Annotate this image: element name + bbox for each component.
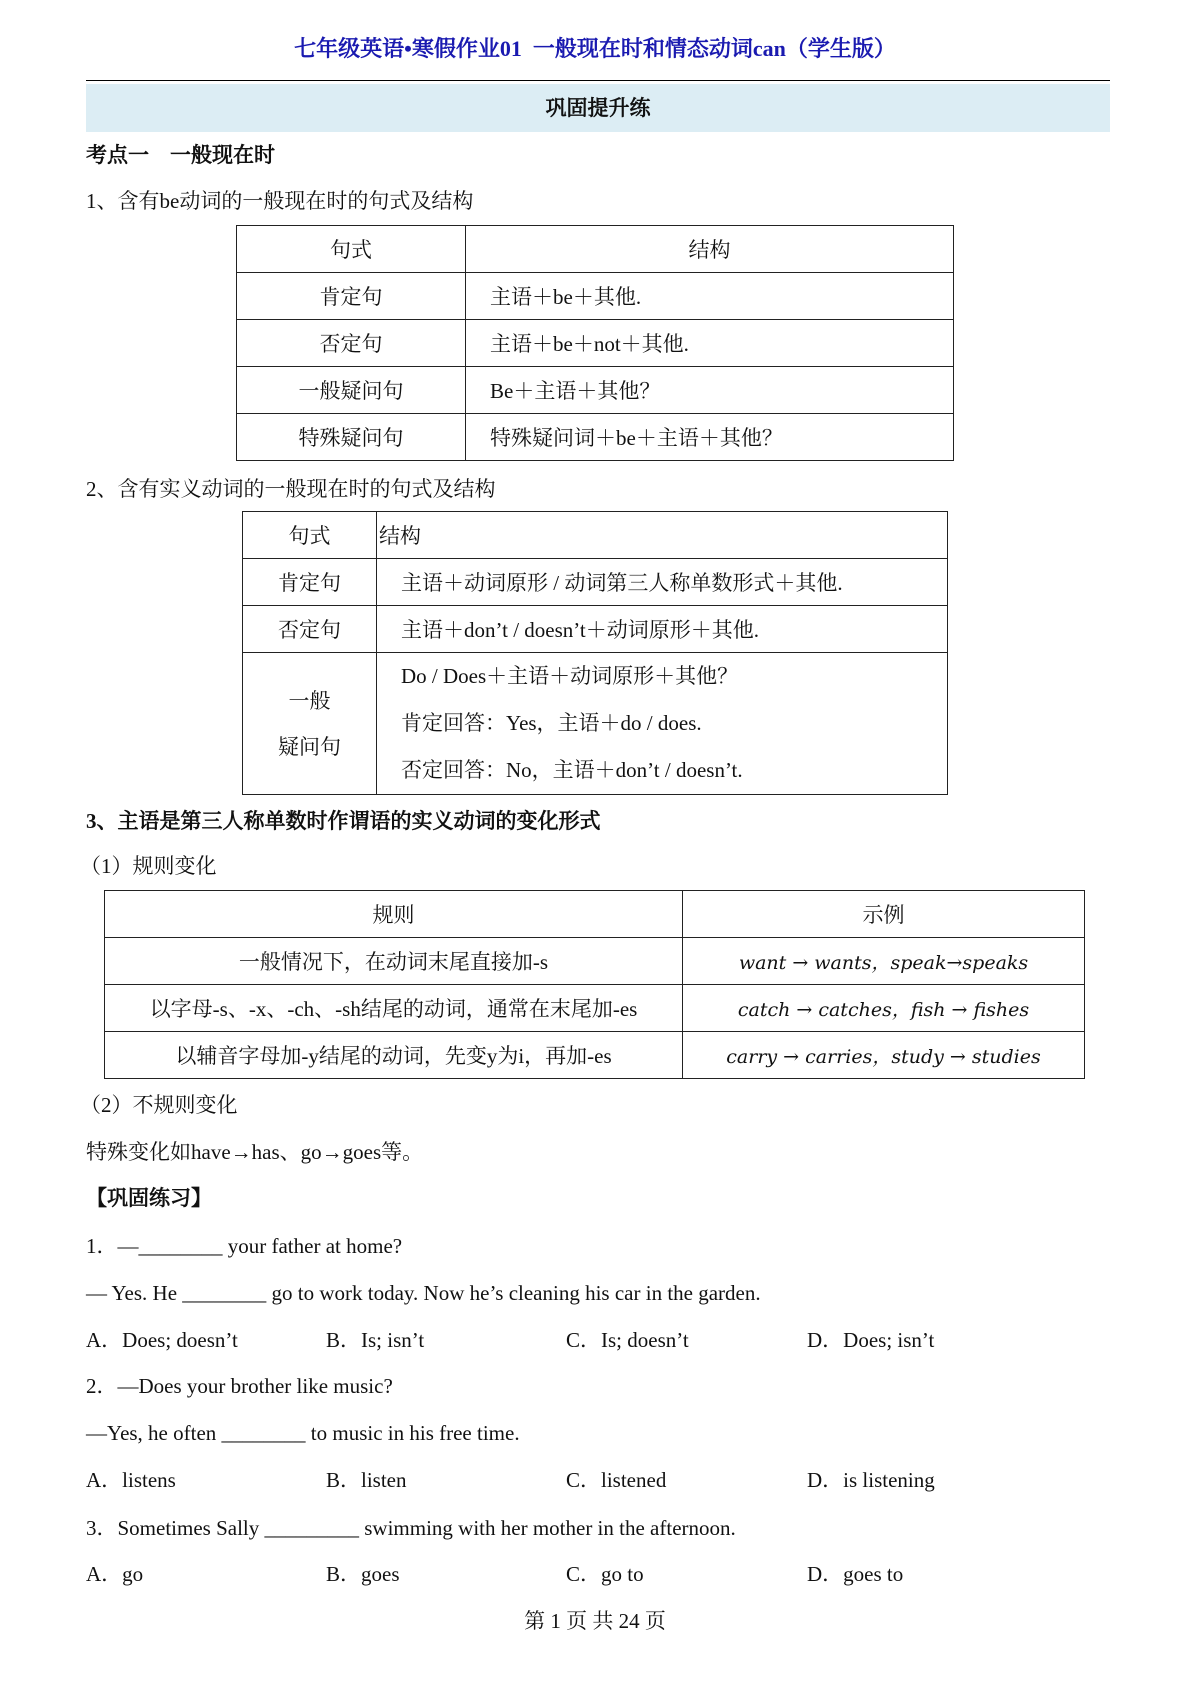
regular-label: （1）规则变化 xyxy=(80,854,217,878)
irregular-text: 特殊变化如have→has、go→goes等。 xyxy=(86,1140,424,1164)
table-header: 规则 xyxy=(105,891,683,938)
table-cell: catch → catches，fish → fishes xyxy=(683,985,1085,1032)
question-1-line-2: — Yes. He ________ go to work today. Now he’s cleaning his car in the garden. xyxy=(86,1281,761,1305)
subheading-2: 2、含有实义动词的一般现在时的句式及结构 xyxy=(86,477,496,501)
table-cell: 肯定句 xyxy=(243,559,377,606)
option-d[interactable]: D．goes to xyxy=(807,1562,904,1586)
option-b[interactable]: B．Is; isn’t xyxy=(326,1328,425,1352)
table-cell: 一般情况下，在动词末尾直接加-s xyxy=(105,938,683,985)
irregular-label: （2）不规则变化 xyxy=(80,1093,238,1117)
table-header: 结构 xyxy=(466,226,954,273)
subheading-1: 1、含有be动词的一般现在时的句式及结构 xyxy=(86,189,474,213)
option-c[interactable]: C．listened xyxy=(566,1468,667,1492)
question-3-line-1: 3．Sometimes Sally _________ swimming with her mother in the afternoon. xyxy=(86,1516,736,1540)
table-cell: 肯定句 xyxy=(237,273,466,320)
table-cell: 以辅音字母加-y结尾的动词，先变y为i，再加-es xyxy=(105,1032,683,1079)
question-2-line-2: —Yes, he often ________ to music in his free time. xyxy=(86,1421,520,1445)
header-divider xyxy=(86,80,1110,81)
table-cell: 一般疑问句 xyxy=(237,367,466,414)
option-c[interactable]: C．go to xyxy=(566,1562,644,1586)
option-a[interactable]: A．listens xyxy=(86,1468,176,1492)
option-d[interactable]: D．is listening xyxy=(807,1468,935,1492)
table-header: 句式 xyxy=(243,512,377,559)
section-band: 巩固提升练 xyxy=(86,84,1110,132)
option-a[interactable]: A．Does; doesn’t xyxy=(86,1328,238,1352)
doc-title: 七年级英语•寒假作业01 一般现在时和情态动词can（学生版） xyxy=(294,36,896,61)
table-cell: 主语＋don’t / doesn’t＋动词原形＋其他. xyxy=(377,606,948,653)
question-1-line-1: 1．—________ your father at home? xyxy=(86,1234,403,1258)
cell-line: 否定回答：No，主语＋don’t / doesn’t. xyxy=(401,758,743,782)
option-b[interactable]: B．goes xyxy=(326,1562,400,1586)
be-verb-table xyxy=(236,225,954,461)
table-cell: 特殊疑问句 xyxy=(237,414,466,461)
option-d[interactable]: D．Does; isn’t xyxy=(807,1328,935,1352)
table-cell: want → wants，speak→speaks xyxy=(683,938,1085,985)
cell-line: Do / Does＋主语＋动词原形＋其他？ xyxy=(401,664,739,688)
cell-line: 一般 xyxy=(288,688,331,713)
table-cell: 以字母-s、-x、-ch、-sh结尾的动词，通常在末尾加-es xyxy=(105,985,683,1032)
table-cell: 特殊疑问词＋be＋主语＋其他？ xyxy=(466,414,954,461)
table-header: 结构 xyxy=(377,512,948,559)
practice-heading: 【巩固练习】 xyxy=(86,1186,212,1210)
question-2-line-1: 2．—Does your brother like music? xyxy=(86,1374,393,1398)
section-heading: 考点一 一般现在时 xyxy=(86,143,275,167)
cell-line: 肯定回答：Yes，主语＋do / does. xyxy=(401,711,702,735)
option-a[interactable]: A．go xyxy=(86,1562,144,1586)
table-header: 句式 xyxy=(237,226,466,273)
subheading-3: 3、主语是第三人称单数时作谓语的实义动词的变化形式 xyxy=(86,809,601,833)
table-cell xyxy=(243,653,377,795)
table-cell: 否定句 xyxy=(237,320,466,367)
option-c[interactable]: C．Is; doesn’t xyxy=(566,1328,689,1352)
verb-change-table xyxy=(104,890,1085,1079)
action-verb-table xyxy=(242,511,948,795)
table-cell: 主语＋be＋其他. xyxy=(466,273,954,320)
cell-line: 疑问句 xyxy=(278,734,341,759)
table-cell: 主语＋动词原形 / 动词第三人称单数形式＋其他. xyxy=(377,559,948,606)
table-cell xyxy=(377,653,948,795)
table-cell: carry → carries，study → studies xyxy=(683,1032,1085,1079)
option-b[interactable]: B．listen xyxy=(326,1468,407,1492)
table-cell: 主语＋be＋not＋其他. xyxy=(466,320,954,367)
table-cell: Be＋主语＋其他？ xyxy=(466,367,954,414)
table-cell: 否定句 xyxy=(243,606,377,653)
table-header: 示例 xyxy=(683,891,1085,938)
page-footer: 第 1 页 共 24 页 xyxy=(524,1609,666,1633)
